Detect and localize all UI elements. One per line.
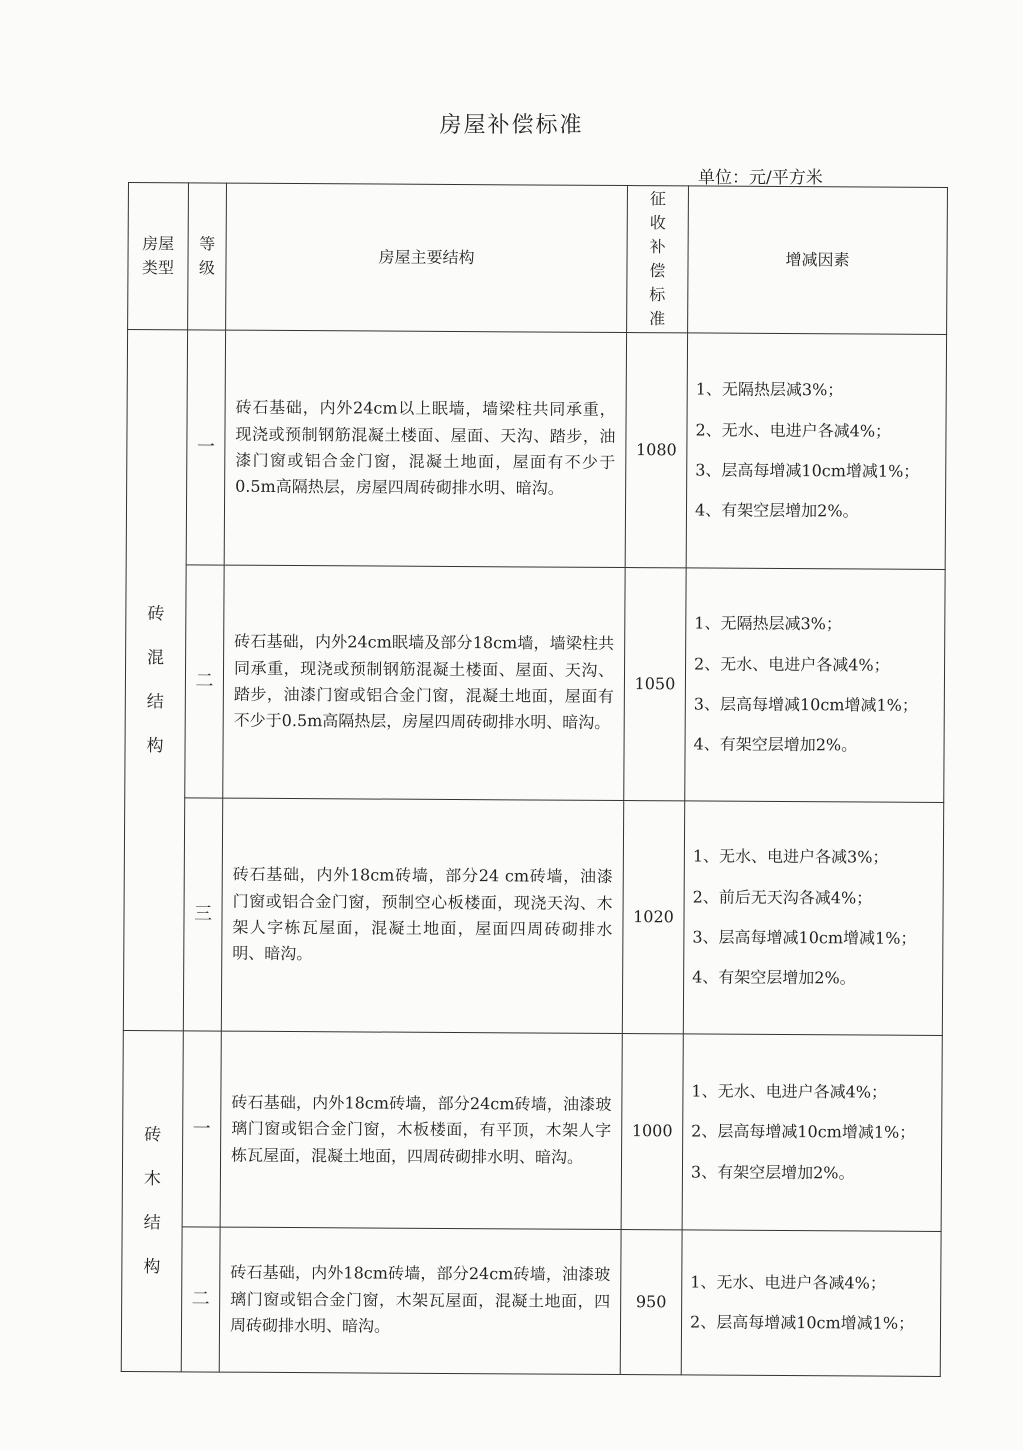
grade-cell: 一 xyxy=(182,1031,221,1227)
structure-cell: 砖石基础，内外18cm砖墙，部分24cm砖墙，油漆玻璃门窗或铝合金门窗，木架瓦屋面，混凝土地面，四周砖砌排水明、暗沟。 xyxy=(219,1227,621,1374)
factor-item: 3、层高每增减10cm增减1%； xyxy=(692,927,917,948)
factor-item: 3、有架空层增加2%。 xyxy=(690,1162,855,1183)
header-type xyxy=(128,183,189,330)
factor-item: 2、无水、电进户各减4%； xyxy=(694,654,890,675)
factor-item: 1、无水、电进户各减4%； xyxy=(690,1272,886,1293)
factors-cell xyxy=(683,801,943,1036)
compensation-table xyxy=(121,182,948,1377)
factor-item: 3、层高每增减10cm增减1%； xyxy=(693,694,918,715)
factor-item: 1、无水、电进户各减3%； xyxy=(692,846,889,867)
price-cell: 1020 xyxy=(622,801,684,1034)
table-row xyxy=(126,330,946,570)
structure-cell: 砖石基础，内外18cm砖墙，部分24 cm砖墙，油漆门窗或铝合金门窗，预制空心板楼面，现浇天沟、木架人字栋瓦屋面，混凝土地面，屋面四周砖砌排水明、暗沟。 xyxy=(221,798,623,1033)
factor-item: 2、层高每增减10cm增减1%； xyxy=(689,1312,915,1333)
grade-cell: 三 xyxy=(183,798,222,1031)
factor-item: 2、无水、电进户各减4%； xyxy=(695,420,892,441)
grade-cell: 二 xyxy=(181,1227,220,1372)
factor-item: 1、无水、电进户各减4%； xyxy=(691,1081,888,1102)
factors-cell xyxy=(681,1230,941,1377)
factor-item: 4、有架空层增加2%。 xyxy=(694,500,859,521)
factors-cell xyxy=(685,568,945,803)
grade-cell: 一 xyxy=(186,330,225,565)
factor-item: 1、无隔热层减3%； xyxy=(694,613,842,634)
type-label: 砖混结构 xyxy=(146,603,165,757)
structure-cell: 砖石基础，内外18cm砖墙，部分24cm砖墙，油漆玻璃门窗或铝合金门窗，木板楼面，有平顶，木架人字栋瓦屋面，混凝土地面，四周砖砌排水明、暗沟。 xyxy=(220,1031,622,1229)
factor-item: 4、有架空层增加2%。 xyxy=(693,734,858,755)
header-grade-label: 等级 xyxy=(198,234,216,278)
type-cell-brick-concrete xyxy=(123,330,187,1031)
header-price xyxy=(627,186,689,333)
factor-item: 4、有架空层增加2%。 xyxy=(692,967,856,988)
factor-item: 2、前后无天沟各减4%； xyxy=(692,887,873,908)
table-row xyxy=(123,797,943,1035)
header-factors: 增减因素 xyxy=(688,186,948,335)
price-cell: 1050 xyxy=(624,568,686,801)
factors-cell xyxy=(682,1034,942,1232)
grade-cell: 二 xyxy=(185,565,224,798)
factor-item: 1、无隔热层减3%； xyxy=(695,379,844,400)
table-header-row xyxy=(128,183,948,335)
table-row xyxy=(121,1226,941,1376)
structure-cell: 砖石基础，内外24cm眠墙及部分18cm墙，墙梁柱共同承重，现浇或预制钢筋混凝土楼面、屋面、天沟、踏步，油漆门窗或铝合金门窗，混凝土地面，屋面有不少于0.5m高隔热层，房屋四周砖砌排水明、暗沟。 xyxy=(223,565,625,800)
header-price-label: 征收补偿标准 xyxy=(649,189,666,329)
header-structure: 房屋主要结构 xyxy=(226,183,628,332)
header-type-label: 房屋类型 xyxy=(141,234,175,278)
price-cell: 950 xyxy=(620,1230,682,1375)
unit-label: 单位：元/平方米 xyxy=(698,168,823,188)
header-grade xyxy=(188,183,227,330)
type-cell-brick-wood xyxy=(121,1030,183,1371)
factor-item: 2、层高每增减10cm增减1%； xyxy=(691,1121,916,1143)
price-cell: 1000 xyxy=(621,1034,683,1230)
table-row xyxy=(125,564,945,802)
price-cell: 1080 xyxy=(625,333,687,568)
structure-cell: 砖石基础，内外24cm以上眠墙，墙梁柱共同承重，现浇或预制钢筋混凝土楼面、屋面、天沟、踏步，油漆门窗或铝合金门窗，混凝土地面，屋面有不少于0.5m高隔热层，房屋四周砖砌排水明、暗沟。 xyxy=(224,330,626,567)
type-label: 砖木结构 xyxy=(143,1124,162,1278)
table-row xyxy=(122,1030,942,1231)
page-title: 房屋补偿标准 xyxy=(439,113,584,138)
factor-item: 3、层高每增减10cm增减1%； xyxy=(695,460,920,481)
factors-cell xyxy=(686,333,946,570)
